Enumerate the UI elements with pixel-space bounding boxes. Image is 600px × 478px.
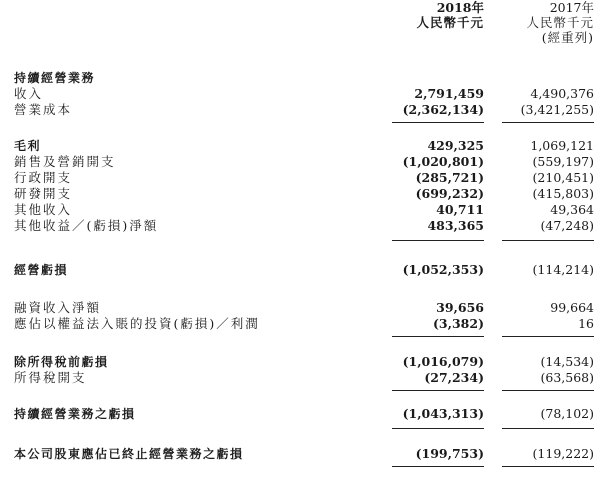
row-label: 融資收入淨額 [14, 300, 102, 315]
row-label: 營業成本 [14, 102, 73, 117]
row-label: 其他收益／(虧損)淨額 [14, 218, 159, 233]
subtotal-rule [502, 428, 594, 429]
table-row [0, 86, 600, 102]
row-label: 應佔以權益法入賬的投資(虧損)／利潤 [14, 316, 260, 331]
row-label: 其他收入 [14, 202, 73, 217]
value-2018: 483,365 [427, 218, 484, 233]
value-2017: (210,451) [532, 170, 594, 185]
value-2017: (559,197) [532, 154, 594, 169]
value-2018: (1,020,801) [402, 154, 484, 169]
value-2018: (2,362,134) [402, 102, 484, 117]
table-row [0, 262, 600, 278]
year-2018: 2018年 [436, 0, 484, 15]
table-row [0, 102, 600, 118]
value-2017: (14,534) [540, 354, 594, 369]
table-row [0, 138, 600, 154]
column-header-2017 [490, 0, 594, 45]
value-2018: 2,791,459 [414, 86, 484, 101]
value-2018: (199,753) [415, 446, 484, 461]
value-2018: (285,721) [415, 170, 484, 185]
row-label: 收入 [14, 86, 44, 101]
value-2017: 49,364 [550, 202, 594, 217]
row-label: 行政開支 [14, 170, 73, 185]
total-rule [502, 466, 594, 467]
row-label: 經營虧損 [14, 263, 69, 277]
restated-note: (經重列) [541, 30, 594, 45]
subtotal-rule [392, 428, 484, 429]
table-row [0, 300, 600, 316]
row-label: 銷售及營銷開支 [14, 154, 116, 169]
row-label: 毛利 [14, 139, 42, 153]
value-2017: (63,568) [540, 370, 594, 385]
value-2017: 16 [578, 316, 594, 331]
subtotal-rule [392, 336, 484, 337]
subtotal-rule [502, 122, 594, 123]
row-label: 所得稅開支 [14, 370, 87, 385]
currency-2018: 人民幣千元 [416, 15, 484, 30]
value-2018: 39,656 [436, 300, 484, 315]
subtotal-rule [392, 122, 484, 123]
table-row [0, 170, 600, 186]
value-2017: (114,214) [532, 262, 594, 277]
value-2018: 429,325 [427, 138, 484, 153]
value-2018: (3,382) [433, 316, 484, 331]
row-label: 研發開支 [14, 186, 73, 201]
table-row [0, 354, 600, 370]
subtotal-rule [502, 390, 594, 391]
value-2017: (415,803) [532, 186, 594, 201]
row-label: 持續經營業務 [14, 71, 96, 85]
value-2017: (78,102) [540, 406, 594, 421]
subtotal-rule [392, 390, 484, 391]
table-row [0, 316, 600, 332]
value-2017: 4,490,376 [530, 86, 594, 101]
total-rule [392, 466, 484, 467]
value-2017: (3,421,255) [520, 102, 594, 117]
row-label: 除所得稅前虧損 [14, 355, 109, 369]
value-2017: (47,248) [540, 218, 594, 233]
table-row [0, 70, 600, 86]
table-row [0, 154, 600, 170]
value-2018: (27,234) [424, 370, 484, 385]
table-row [0, 186, 600, 202]
row-label: 本公司股東應佔已終止經營業務之虧損 [14, 447, 244, 461]
value-2018: 40,711 [436, 202, 484, 217]
table-row [0, 218, 600, 234]
year-2017: 2017年 [549, 0, 594, 15]
subtotal-rule [502, 240, 594, 241]
subtotal-rule [502, 336, 594, 337]
value-2018: (1,052,353) [402, 262, 484, 277]
currency-2017: 人民幣千元 [526, 15, 594, 30]
row-label: 持續經營業務之虧損 [14, 407, 136, 421]
value-2018: (699,232) [415, 186, 484, 201]
value-2018: (1,016,079) [402, 354, 484, 369]
value-2018: (1,043,313) [402, 406, 484, 421]
value-2017: (119,222) [532, 446, 594, 461]
table-row [0, 370, 600, 386]
table-row [0, 446, 600, 462]
table-row [0, 202, 600, 218]
column-header-2018 [380, 0, 484, 30]
table-row [0, 406, 600, 422]
value-2017: 99,664 [550, 300, 594, 315]
value-2017: 1,069,121 [530, 138, 594, 153]
subtotal-rule [392, 240, 484, 241]
